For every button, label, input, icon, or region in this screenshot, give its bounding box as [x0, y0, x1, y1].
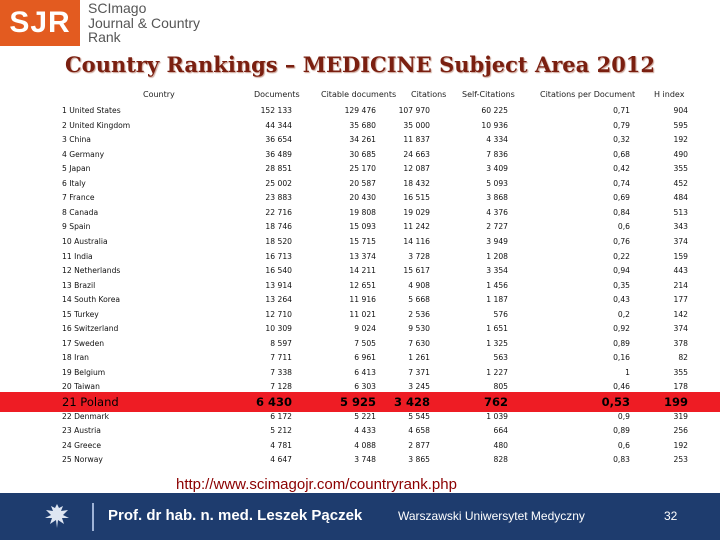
- documents-cell: 16 540: [265, 266, 292, 276]
- table-row: [0, 220, 720, 234]
- citable-documents-cell: 6 961: [354, 353, 376, 363]
- citations-cell: 14 116: [403, 236, 430, 246]
- self-citations-cell: 5 093: [486, 178, 508, 188]
- self-citations-cell: 2 727: [486, 222, 508, 232]
- citations-cell: 19 029: [403, 207, 430, 217]
- page-title: Country Rankings – MEDICINE Subject Area 2012: [64, 52, 656, 77]
- citable-documents-cell: 13 374: [349, 251, 376, 261]
- citations-per-document-cell: 0,6: [617, 440, 630, 450]
- citations-per-document-cell: 0,83: [613, 455, 630, 465]
- citable-documents-cell: 35 680: [349, 120, 376, 130]
- citations-per-document-cell: 0,94: [613, 266, 630, 276]
- citations-per-document-cell: 0,9: [617, 411, 630, 421]
- citable-documents-cell: 15 093: [349, 222, 376, 232]
- citations-per-document-cell: 0,35: [613, 280, 630, 290]
- h-index-cell: 443: [673, 266, 688, 276]
- citations-cell: 4 908: [408, 280, 430, 290]
- country-cell: 23 Austria: [62, 426, 101, 436]
- header-citable-documents: Citable documents: [321, 90, 397, 99]
- citable-documents-cell: 12 651: [349, 280, 376, 290]
- country-cell: 7 France: [62, 193, 95, 203]
- sjr-logo-mark: SJR: [0, 0, 80, 46]
- h-index-cell: 484: [673, 193, 688, 203]
- table-row: [0, 293, 720, 307]
- h-index-cell: 319: [673, 411, 688, 421]
- self-citations-cell: 60 225: [481, 106, 508, 115]
- country-cell: 13 Brazil: [62, 280, 96, 290]
- footer-bar: [0, 493, 720, 540]
- h-index-cell: 159: [673, 251, 688, 261]
- country-cell: 6 Italy: [62, 178, 86, 188]
- country-cell: 2 United Kingdom: [62, 120, 131, 130]
- header-citations: Citations: [411, 90, 447, 99]
- citations-per-document-cell: 0,32: [613, 135, 630, 145]
- self-citations-cell: 10 936: [481, 120, 508, 130]
- citations-per-document-cell: 0,89: [613, 338, 630, 348]
- documents-cell: 25 002: [265, 178, 292, 188]
- documents-cell: 22 716: [265, 207, 292, 217]
- documents-cell: 36 489: [265, 149, 292, 159]
- country-cell: 14 South Korea: [62, 295, 121, 305]
- citations-cell: 3 428: [393, 395, 430, 409]
- citations-cell: 3 865: [408, 455, 430, 465]
- citations-per-document-cell: 1: [625, 367, 630, 377]
- citations-per-document-cell: 0,69: [613, 193, 630, 203]
- sjr-logo-text: [88, 1, 200, 45]
- citations-cell: 15 617: [403, 266, 430, 276]
- citable-documents-cell: 129 476: [344, 106, 376, 115]
- table-row: [0, 439, 720, 453]
- table-row: [0, 250, 720, 264]
- citations-cell: 18 432: [403, 178, 430, 188]
- table-row: [0, 424, 720, 438]
- citations-per-document-cell: 0,89: [613, 426, 630, 436]
- h-index-cell: 355: [673, 367, 688, 377]
- h-index-cell: 253: [673, 455, 688, 465]
- citations-per-document-cell: 0,22: [613, 251, 630, 261]
- citations-cell: 12 087: [403, 164, 430, 174]
- self-citations-cell: 3 868: [486, 193, 508, 203]
- self-citations-cell: 805: [493, 382, 508, 392]
- h-index-cell: 192: [673, 440, 688, 450]
- country-cell: 25 Norway: [62, 455, 103, 465]
- h-index-cell: 374: [673, 324, 688, 334]
- table-row: [0, 162, 720, 176]
- self-citations-cell: 3 409: [486, 164, 508, 174]
- citations-per-document-cell: 0,53: [601, 395, 630, 409]
- table-row: [0, 264, 720, 278]
- documents-cell: 13 264: [265, 295, 292, 305]
- h-index-cell: 904: [673, 106, 688, 115]
- documents-cell: 4 781: [270, 440, 292, 450]
- self-citations-cell: 3 949: [486, 236, 508, 246]
- citations-per-document-cell: 0,2: [617, 309, 630, 319]
- documents-cell: 23 883: [265, 193, 292, 203]
- table-row: [0, 119, 720, 133]
- header-h-index: H index: [654, 90, 685, 99]
- self-citations-cell: 1 325: [486, 338, 508, 348]
- eagle-emblem-icon: [42, 501, 72, 531]
- citable-documents-cell: 11 021: [349, 309, 376, 319]
- citable-documents-cell: 6 303: [354, 382, 376, 392]
- sjr-logo: [0, 0, 218, 46]
- documents-cell: 6 172: [270, 411, 292, 421]
- citations-cell: 3 728: [408, 251, 430, 261]
- university-name: Warszawski Uniwersytet Medyczny: [398, 509, 585, 523]
- documents-cell: 12 710: [265, 309, 292, 319]
- citations-cell: 3 245: [408, 382, 430, 392]
- documents-cell: 7 711: [270, 353, 292, 363]
- h-index-cell: 178: [673, 382, 688, 392]
- self-citations-cell: 762: [483, 395, 508, 409]
- self-citations-cell: 480: [493, 440, 508, 450]
- citable-documents-cell: 4 088: [354, 440, 376, 450]
- h-index-cell: 374: [673, 236, 688, 246]
- country-cell: 9 Spain: [62, 222, 91, 232]
- citations-cell: 7 630: [408, 338, 430, 348]
- self-citations-cell: 3 354: [486, 266, 508, 276]
- self-citations-cell: 664: [493, 426, 508, 436]
- documents-cell: 18 520: [265, 236, 292, 246]
- h-index-cell: 355: [673, 164, 688, 174]
- logo-line-2: Journal & Country: [88, 14, 201, 31]
- table-row: [0, 351, 720, 365]
- documents-cell: 16 713: [265, 251, 292, 261]
- author-name: Prof. dr hab. n. med. Leszek Pączek: [108, 507, 363, 524]
- h-index-cell: 513: [673, 207, 688, 217]
- citations-cell: 5 668: [408, 295, 430, 305]
- table-row: [0, 279, 720, 293]
- documents-cell: 152 133: [260, 106, 292, 115]
- header-citations-per-document: Citations per Document: [540, 90, 636, 99]
- h-index-cell: 595: [673, 120, 688, 130]
- country-cell: 18 Iran: [62, 353, 89, 363]
- country-cell: 11 India: [62, 251, 93, 261]
- citations-cell: 1 261: [408, 353, 430, 363]
- citations-cell: 7 371: [408, 367, 430, 377]
- citable-documents-cell: 14 211: [349, 266, 376, 276]
- documents-cell: 36 654: [265, 135, 292, 145]
- self-citations-cell: 1 208: [486, 251, 508, 261]
- logo-line-3: Rank: [88, 29, 121, 45]
- country-cell: 3 China: [62, 135, 91, 145]
- table-row: [0, 133, 720, 147]
- citable-documents-cell: 34 261: [349, 135, 376, 145]
- country-cell: 8 Canada: [62, 207, 99, 217]
- table-row: [0, 177, 720, 191]
- table-row: [0, 337, 720, 351]
- citations-per-document-cell: 0,43: [613, 295, 630, 305]
- country-cell: 5 Japan: [62, 164, 91, 174]
- header-country: Country: [143, 90, 175, 99]
- citable-documents-cell: 5 221: [354, 411, 376, 421]
- citable-documents-cell: 19 808: [349, 207, 376, 217]
- citations-per-document-cell: 0,6: [617, 222, 630, 232]
- self-citations-cell: 1 651: [486, 324, 508, 334]
- self-citations-cell: 1 187: [486, 295, 508, 305]
- citations-cell: 2 536: [408, 309, 430, 319]
- h-index-cell: 199: [663, 395, 688, 409]
- documents-cell: 18 746: [265, 222, 292, 232]
- h-index-cell: 192: [673, 135, 688, 145]
- country-cell: 16 Switzerland: [62, 324, 119, 334]
- documents-cell: 44 344: [265, 120, 292, 130]
- self-citations-cell: 7 836: [486, 149, 508, 159]
- documents-cell: 5 212: [270, 426, 292, 436]
- header-self-citations: Self-Citations: [462, 90, 515, 99]
- citable-documents-cell: 20 587: [349, 178, 376, 188]
- self-citations-cell: 576: [493, 309, 508, 319]
- citable-documents-cell: 11 916: [349, 295, 376, 305]
- citations-per-document-cell: 0,42: [613, 164, 630, 174]
- country-cell: 20 Taiwan: [62, 382, 100, 392]
- citable-documents-cell: 6 413: [354, 367, 376, 377]
- h-index-cell: 177: [673, 295, 688, 305]
- citations-cell: 2 877: [408, 440, 430, 450]
- citable-documents-cell: 30 685: [349, 149, 376, 159]
- self-citations-cell: 1 227: [486, 367, 508, 377]
- country-cell: 21 Poland: [62, 395, 119, 409]
- documents-cell: 8 597: [270, 338, 292, 348]
- table-row: [0, 453, 720, 467]
- documents-cell: 28 851: [265, 164, 292, 174]
- country-cell: 17 Sweden: [62, 338, 105, 348]
- citations-per-document-cell: 0,74: [613, 178, 630, 188]
- citable-documents-cell: 15 715: [349, 236, 376, 246]
- citations-per-document-cell: 0,68: [613, 149, 630, 159]
- citations-cell: 11 837: [403, 135, 430, 145]
- country-cell: 15 Turkey: [62, 309, 99, 319]
- h-index-cell: 256: [673, 426, 688, 436]
- citations-cell: 35 000: [403, 120, 430, 130]
- documents-cell: 6 430: [255, 395, 292, 409]
- header-documents: Documents: [254, 90, 300, 99]
- country-cell: 1 United States: [62, 106, 121, 115]
- citable-documents-cell: 9 024: [354, 324, 376, 334]
- citations-cell: 9 530: [408, 324, 430, 334]
- documents-cell: 10 309: [265, 324, 292, 334]
- citations-cell: 24 663: [403, 149, 430, 159]
- citations-cell: 107 970: [398, 106, 430, 115]
- source-url[interactable]: http://www.scimagojr.com/countryrank.php: [176, 476, 457, 493]
- self-citations-cell: 563: [493, 353, 508, 363]
- h-index-cell: 214: [673, 280, 688, 290]
- self-citations-cell: 828: [493, 455, 508, 465]
- citations-per-document-cell: 0,76: [613, 236, 630, 246]
- citations-per-document-cell: 0,92: [613, 324, 630, 334]
- citations-cell: 16 515: [403, 193, 430, 203]
- citable-documents-cell: 25 170: [349, 164, 376, 174]
- h-index-cell: 82: [678, 353, 688, 363]
- citations-cell: 5 545: [408, 411, 430, 421]
- citable-documents-cell: 20 430: [349, 193, 376, 203]
- table-row: [0, 104, 720, 118]
- table-row: [0, 322, 720, 336]
- citable-documents-cell: 7 505: [354, 338, 376, 348]
- citable-documents-cell: 4 433: [354, 426, 376, 436]
- country-cell: 4 Germany: [62, 149, 105, 159]
- citations-per-document-cell: 0,46: [613, 382, 630, 392]
- citations-per-document-cell: 0,16: [613, 353, 630, 363]
- country-cell: 22 Denmark: [62, 411, 109, 421]
- documents-cell: 7 338: [270, 367, 292, 377]
- documents-cell: 4 647: [270, 455, 292, 465]
- h-index-cell: 490: [673, 149, 688, 159]
- table-row: [0, 206, 720, 220]
- h-index-cell: 142: [673, 309, 688, 319]
- documents-cell: 13 914: [265, 280, 292, 290]
- table-row: [0, 235, 720, 249]
- table-row: [0, 308, 720, 322]
- self-citations-cell: 1 039: [486, 411, 508, 421]
- citations-per-document-cell: 0,84: [613, 207, 630, 217]
- documents-cell: 7 128: [270, 382, 292, 392]
- table-row: [0, 366, 720, 380]
- citations-per-document-cell: 0,71: [613, 106, 630, 115]
- self-citations-cell: 1 456: [486, 280, 508, 290]
- table-row: [0, 148, 720, 162]
- self-citations-cell: 4 376: [486, 207, 508, 217]
- country-cell: 10 Australia: [62, 236, 108, 246]
- citable-documents-cell: 3 748: [354, 455, 376, 465]
- logo-line-1: SCImago: [88, 0, 147, 16]
- country-cell: 24 Greece: [62, 440, 102, 450]
- h-index-cell: 343: [673, 222, 688, 232]
- citations-cell: 11 242: [403, 222, 430, 232]
- table-row: [0, 410, 720, 424]
- h-index-cell: 452: [673, 178, 688, 188]
- country-cell: 12 Netherlands: [62, 266, 121, 276]
- footer-divider: [92, 503, 94, 531]
- country-cell: 19 Belgium: [62, 367, 106, 377]
- h-index-cell: 378: [673, 338, 688, 348]
- citable-documents-cell: 5 925: [339, 395, 376, 409]
- citations-cell: 4 658: [408, 426, 430, 436]
- page-number: 32: [664, 509, 678, 523]
- table-row: [0, 191, 720, 205]
- citations-per-document-cell: 0,79: [613, 120, 630, 130]
- self-citations-cell: 4 334: [486, 135, 508, 145]
